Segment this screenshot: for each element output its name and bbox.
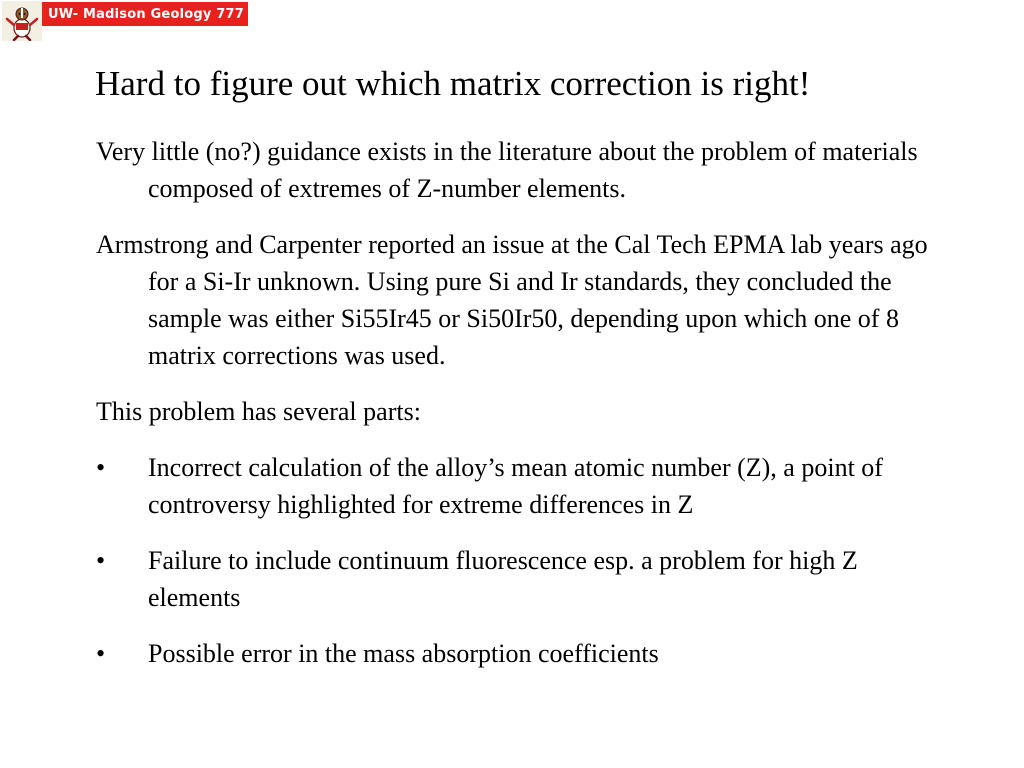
course-banner [42, 2, 248, 26]
bullet-text: Incorrect calculation of the alloy’s mean atomic number (Z), a point of controversy highlighted for extreme differences in Z [148, 453, 883, 519]
bullet-icon: • [96, 546, 106, 575]
body-paragraph: This problem has several parts: [96, 397, 421, 426]
bullet-item [96, 542, 956, 616]
bullet-icon: • [96, 639, 106, 668]
slide-body [96, 133, 956, 691]
body-paragraph: Very little (no?) guidance exists in the literature about the problem of materials composed of extremes of Z-number elements. [96, 137, 918, 203]
bullet-item [96, 449, 956, 523]
body-paragraph: Armstrong and Carpenter reported an issue at the Cal Tech EPMA lab years ago for a Si-Ir unknown. Using pure Si and Ir standards, they concluded the sample was either Si55Ir45 or Si50Ir50, depending upon which one of 8 matrix corrections was used. [96, 230, 928, 370]
course-banner-text: UW- Madison Geology 777 [48, 6, 245, 22]
slide-title: Hard to figure out which matrix correction is right! [95, 64, 811, 103]
badger-mascot-icon [2, 1, 42, 41]
bullet-item [96, 635, 956, 672]
bullet-icon: • [96, 453, 106, 482]
bullet-text: Possible error in the mass absorption coefficients [148, 639, 659, 668]
bullet-text: Failure to include continuum fluorescence esp. a problem for high Z elements [148, 546, 858, 612]
